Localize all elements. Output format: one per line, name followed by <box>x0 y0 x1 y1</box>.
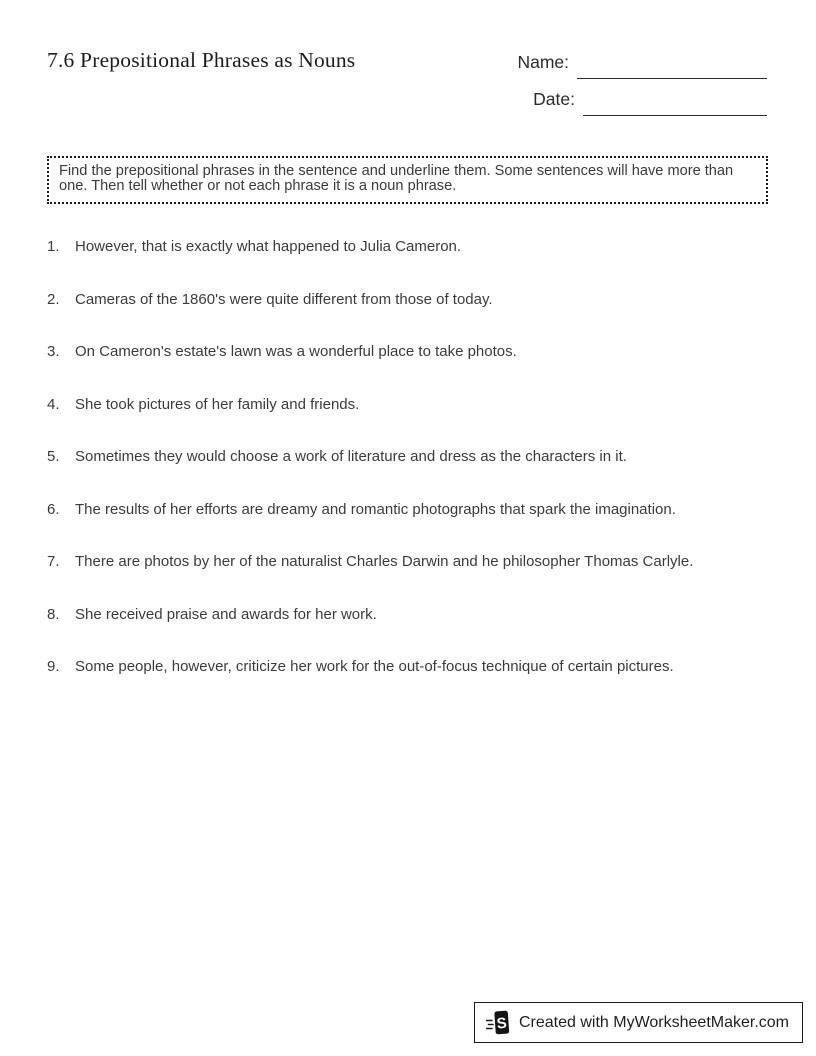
header <box>0 0 816 109</box>
sentence-number: 1. <box>47 238 60 255</box>
worksheet-title: 7.6 Prepositional Phrases as Nouns <box>47 48 356 72</box>
svg-text:S: S <box>495 1014 508 1033</box>
creator-badge-text: Created with MyWorksheetMaker.com <box>518 1013 789 1031</box>
sentence-number: 3. <box>47 343 60 360</box>
sentence-text: She took pictures of her family and friends. <box>75 395 360 413</box>
creator-badge[interactable] <box>474 1002 803 1043</box>
sentence-number: 7. <box>47 553 60 570</box>
sentence-text: The results of her efforts are dreamy and romantic photographs that spark the imagination. <box>75 500 676 518</box>
name-label: Name: <box>517 52 569 72</box>
sentence-number: 6. <box>47 500 60 518</box>
sentence-item-2 <box>47 292 768 308</box>
myworksheetmaker-logo-icon <box>486 1009 510 1036</box>
sentence-item-6 <box>47 502 768 518</box>
sentence-item-4 <box>47 397 768 413</box>
name-input-line[interactable] <box>577 59 767 79</box>
sentence-item-5 <box>47 449 768 465</box>
name-field-row <box>517 52 767 72</box>
sentence-text: Cameras of the 1860's were quite different from those of today. <box>75 290 493 308</box>
sentence-text: Some people, however, criticize her work for the out-of-focus technique of certain pictures. <box>75 658 674 675</box>
sentence-text: However, that is exactly what happened to Julia Cameron. <box>75 238 462 255</box>
sentence-item-1 <box>47 239 768 255</box>
date-field-row <box>533 89 767 109</box>
date-input-line[interactable] <box>583 96 767 116</box>
sentence-text: On Cameron's estate's lawn was a wonderful place to take photos. <box>75 343 517 360</box>
sentence-number: 9. <box>47 658 60 675</box>
name-date-fields <box>517 52 767 109</box>
sentence-number: 4. <box>47 395 60 413</box>
instructions-box <box>47 156 768 204</box>
sentence-item-8 <box>47 607 768 623</box>
sentence-number: 8. <box>47 605 60 623</box>
sentence-text: Sometimes they would choose a work of literature and dress as the characters in it. <box>75 448 627 465</box>
sentence-number: 5. <box>47 448 60 465</box>
sentence-item-9 <box>47 659 768 675</box>
sentence-item-7 <box>47 554 768 570</box>
date-label: Date: <box>533 89 575 109</box>
sentence-text: She received praise and awards for her work. <box>75 605 377 623</box>
sentence-text: There are photos by her of the naturalist Charles Darwin and he philosopher Thomas Carlyle. <box>75 553 694 570</box>
sentence-list <box>47 239 768 675</box>
sentence-number: 2. <box>47 290 60 308</box>
sentence-item-3 <box>47 344 768 360</box>
instructions-text: Find the prepositional phrases in the sentence and underline them. Some sentences will have more than one. Then tell whether or not each phrase it is a noun phrase. <box>59 163 734 194</box>
